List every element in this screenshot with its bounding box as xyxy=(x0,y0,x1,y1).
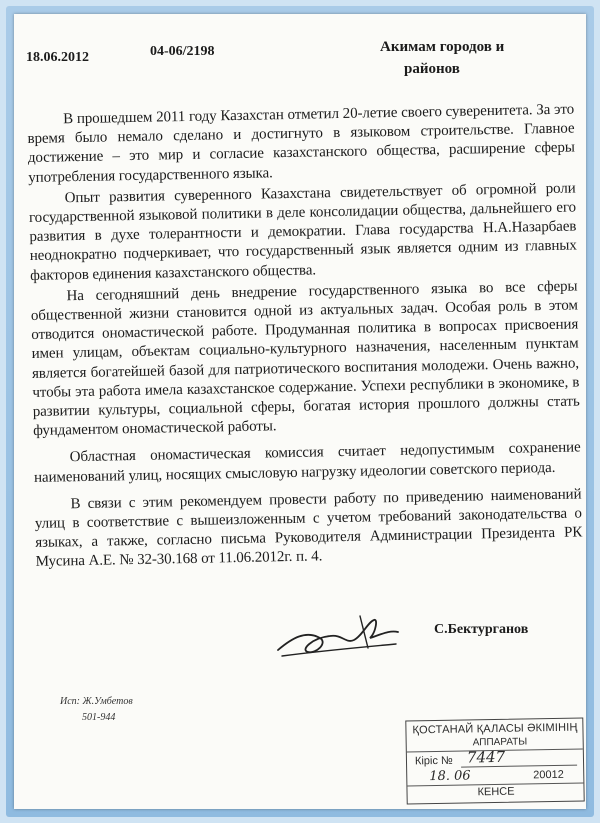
letter-date: 18.06.2012 xyxy=(26,50,89,65)
body-paragraph: Областная ономастическая комиссия считает недопустимым сохранение наименований улиц, носящих смысловую нагрузку идеологии советского периода. xyxy=(33,439,581,486)
stamp-footer: КЕНСЕ xyxy=(477,785,515,799)
letter-number: 04-06/2198 xyxy=(150,44,215,59)
body-paragraph: На сегодняшний день внедрение государственного языка во все сферы общественной жизни становится одной из актуальных задач. Особая роль в этом отводится ономастической работе. Продуманная политика в вопросах присвоения имен улицам, объектам социально-культурного назначения, населенным пунктам является богатейшей базой для патриотического воспитания молодежи. Очень важно, чтобы эта работа имела казахстанское содержание. Успехи республики в экономике, в развитии культуры, социальной сферы, богатая история прошлого должны стать фундаментом ономастической работы. xyxy=(30,278,580,440)
stamp-org-line: ҚОСТАНАЙ ҚАЛАСЫ ӘКІМІНІҢ xyxy=(412,721,578,737)
letter-body xyxy=(27,100,583,574)
addressee-line-2: районов xyxy=(404,61,460,77)
registration-stamp xyxy=(405,717,584,804)
executor-note xyxy=(60,694,133,726)
addressee xyxy=(380,36,540,80)
stamp-incoming-number: 7447 xyxy=(466,747,506,767)
executor-name: Исп: Ж.Умбетов xyxy=(60,696,133,707)
addressee-line-1: Акимам городов и xyxy=(380,39,505,55)
signer-name: С.Бектурганов xyxy=(434,622,529,637)
body-paragraph: В связи с этим рекомендуем провести работу по приведению наименований улиц в соответствие с вышеизложенным с учетом требований законодательства о языках, а также, согласно письма Руководителя Администрации Президента РК Мусина А.Е. № 32-30.168 от 11.06.2012г. п. 4. xyxy=(34,486,583,571)
scanned-letter xyxy=(14,14,586,809)
stamp-incoming-label: Кіріс № xyxy=(414,754,453,768)
executor-phone: 501-944 xyxy=(82,712,116,723)
body-paragraph: Опыт развития суверенного Казахстана свидетельствует об огромной роли государственной языковой политики в деле консолидации общества, дальнейшего его развития в духе толерантности и демократии. Глава государства Н.А.Назарбаев неоднократно подчеркивает, что государственный язык является одним из главных факторов единения казахстанского общества. xyxy=(28,180,577,284)
stamp-date: 18. 06 xyxy=(429,768,471,785)
handwritten-signature xyxy=(272,608,402,664)
stamp-dept-line: АППАРАТЫ xyxy=(472,736,528,749)
body-paragraph: В прошедшем 2011 году Казахстан отметил 20-летие своего суверенитета. За это время было немало сделано и достигнуто в языковом строительстве. Главное достижение – это мир и согласие казахстанского общества, расширение сферы употребления государственного языка. xyxy=(27,101,575,186)
stamp-year: 20012 xyxy=(533,768,564,782)
